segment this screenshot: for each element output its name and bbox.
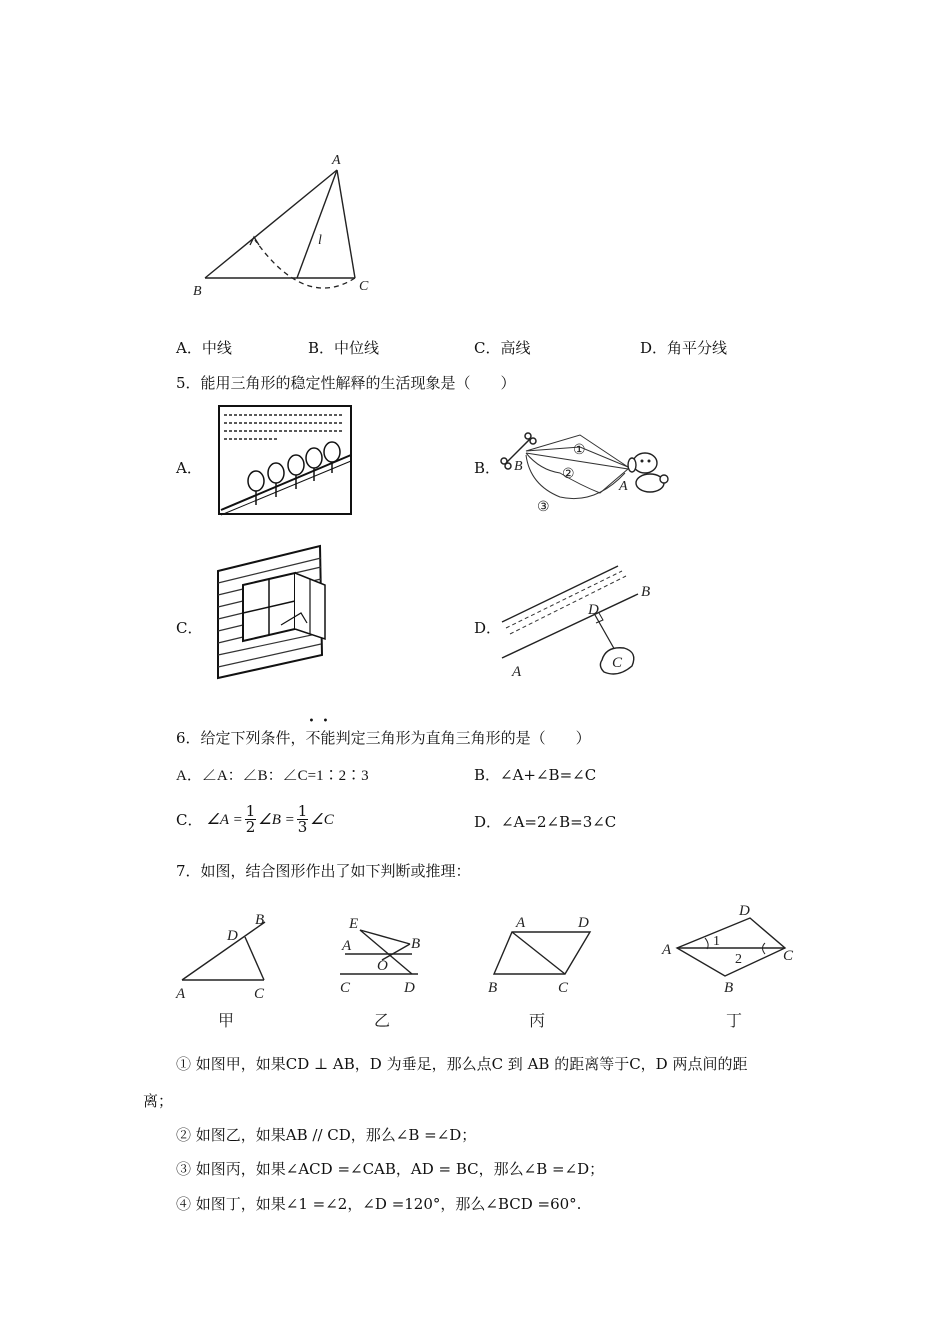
q6-c-expr-3: ∠C: [310, 811, 334, 828]
q6-c-fraction-half: $\frac{1}{2}$: [245, 801, 256, 836]
q4-triangle-figure: [185, 145, 385, 305]
q5-fig-d-river-distance: [498, 558, 668, 683]
q6-option-c-label: C．: [176, 810, 203, 829]
q7-ding-c: C: [783, 948, 794, 964]
q5-option-c-label: C．: [176, 619, 203, 637]
q4-option-d: D．角平分线: [640, 339, 728, 357]
q5-d-label-b: B: [641, 584, 651, 600]
q5-option-d-label: D．: [474, 619, 502, 637]
q4-label-c: C: [359, 279, 369, 294]
q7-yi-b: B: [411, 936, 421, 952]
q7-yi-o: O: [377, 958, 388, 974]
q4-label-a: A: [332, 153, 341, 168]
q7-ding-2: 2: [735, 952, 742, 967]
q7-stem: 7．如图，结合图形作出了如下判断或推理：: [176, 862, 471, 880]
q4-label-l: l: [318, 233, 322, 248]
q7-statement-3: ③ 如图丙，如果∠ACD =∠CAB，AD = BC，那么∠B =∠D；: [176, 1160, 605, 1178]
q6-option-d: D．∠A=2∠B=3∠C: [474, 813, 617, 831]
q7-yi-a: A: [342, 938, 352, 954]
q7-yi-c: C: [340, 980, 351, 996]
q5-stem: 5．能用三角形的稳定性解释的生活现象是（ ）: [176, 374, 516, 392]
q7-yi-e: E: [349, 916, 359, 932]
q6-option-c: [176, 797, 334, 841]
q7-statement-1-line2: 离；: [143, 1092, 174, 1110]
q7-caption-yi: 乙: [374, 1011, 391, 1030]
q5-fig-c-brick-window: [215, 543, 330, 681]
q5-d-label-d: D: [588, 602, 599, 618]
q7-fig-ding: [661, 903, 794, 1030]
q5-b-num-2: ②: [562, 467, 575, 482]
q5-option-b-label: B．: [474, 459, 501, 477]
q7-statement-4: ④ 如图丁，如果∠1 =∠2，∠D =120°，那么∠BCD =60°.: [176, 1195, 582, 1213]
q4-option-c: C．高线: [474, 339, 531, 357]
q7-statement-1-line1: ① 如图甲，如果CD ⊥ AB，D 为垂足，那么点C 到 AB 的距离等于C，D 两点间的距: [176, 1055, 748, 1073]
q4-option-a: A．中线: [176, 339, 232, 357]
q7-ding-a: A: [662, 942, 672, 958]
q7-jia-d: D: [227, 928, 238, 944]
q6-option-b: B．∠A+∠B=∠C: [474, 766, 597, 784]
q7-bing-a: A: [516, 915, 526, 931]
q7-caption-ding: 丁: [726, 1011, 743, 1030]
q6-option-a: A．∠A：∠B：∠C=1∶2∶3: [176, 768, 369, 784]
q6-stem: [176, 716, 591, 748]
q7-bing-d: D: [578, 915, 589, 931]
q5-fig-a-fence-trees: [218, 405, 353, 517]
q6-c-fraction-third: $\frac{1}{3}$: [297, 801, 308, 836]
q7-jia-a: A: [176, 986, 186, 1002]
q7-ding-1: 1: [713, 934, 720, 949]
q7-fig-yi: [340, 916, 420, 1030]
q5-b-num-3: ③: [537, 500, 550, 515]
emphasis-dots: ••: [308, 716, 337, 727]
q5-d-label-c: C: [612, 655, 623, 671]
q5-fig-b-dog-bone: [500, 425, 675, 520]
q6-c-expr-1: ∠A =: [206, 811, 243, 828]
q7-jia-c: C: [254, 986, 265, 1002]
q7-jia-b: B: [255, 912, 265, 928]
q5-b-label-a: A: [619, 479, 628, 494]
q7-caption-jia: 甲: [218, 1011, 235, 1030]
q7-ding-d: D: [739, 903, 750, 919]
q7-fig-jia: [175, 912, 265, 1030]
q5-d-label-a: A: [512, 664, 522, 680]
q6-stem-emphasis: •• 不能: [305, 716, 337, 747]
q6-c-expr-2: ∠B =: [258, 811, 295, 828]
q7-ding-b: B: [724, 980, 734, 996]
q5-option-a-label: A．: [176, 459, 202, 477]
q7-bing-b: B: [488, 980, 498, 996]
q4-option-b: B．中位线: [308, 339, 380, 357]
q5-b-num-1: ①: [573, 443, 586, 458]
q4-label-b: B: [193, 284, 202, 299]
q6-stem-post: 判定三角形为直角三角形的是（ ）: [335, 729, 591, 747]
q7-yi-d: D: [404, 980, 415, 996]
q6-stem-pre: 6．给定下列条件，: [176, 729, 306, 747]
q7-statement-2: ② 如图乙，如果AB // CD，那么∠B =∠D；: [176, 1126, 477, 1144]
q7-bing-c: C: [558, 980, 569, 996]
q7-figures: [160, 900, 800, 1035]
q5-b-label-b: B: [514, 459, 523, 474]
q7-caption-bing: 丙: [529, 1011, 546, 1030]
q7-fig-bing: [488, 915, 590, 1030]
